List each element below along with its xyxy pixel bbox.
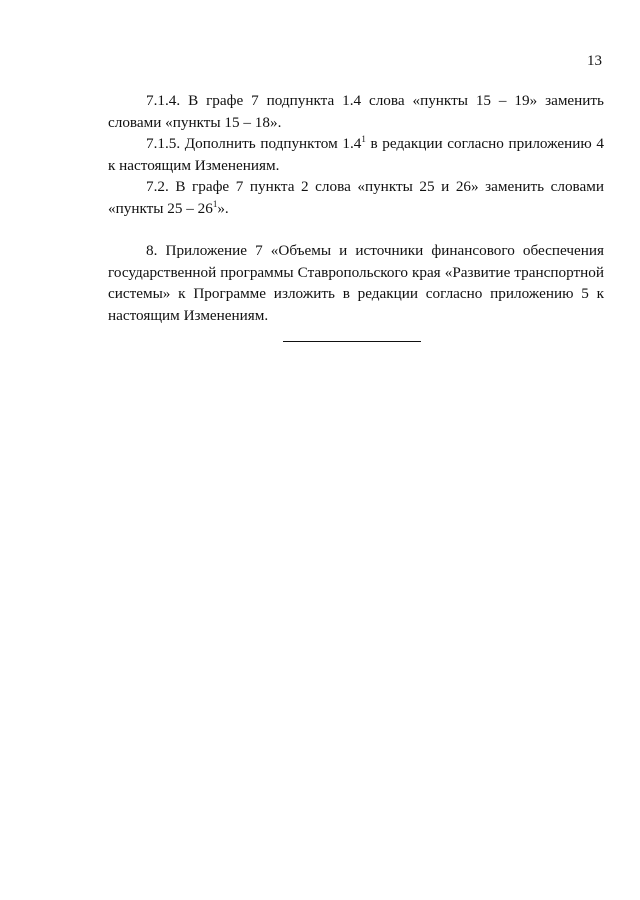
superscript: 1: [212, 198, 218, 209]
paragraph-text: 7.1.5. Дополнить подпунктом 1.4: [146, 135, 362, 152]
page-number: 13: [587, 53, 602, 69]
document-body: [108, 90, 604, 326]
paragraph-7-2: [108, 176, 604, 219]
paragraph-7-1-5: [108, 133, 604, 176]
paragraph-8: [108, 240, 604, 326]
paragraph-text: 7.1.4. В графе 7 подпункта 1.4 слова «пункты 15 – 19» заменить словами «пункты 15 – 18».: [108, 92, 604, 131]
end-divider-line: [283, 341, 421, 342]
paragraph-text: 7.2. В графе 7 пункта 2 слова «пункты 25 и 26» заменить словами «пункты 25 – 26: [108, 178, 604, 217]
paragraph-text: в редакции согласно приложению 4 к настоящим Изменениям.: [108, 135, 605, 174]
paragraph-text: ».: [217, 199, 229, 217]
paragraph-7-1-4: [108, 90, 604, 133]
paragraph-text: 8. Приложение 7 «Объемы и источники финансового обеспечения государственной программы Ставропольского края «Развитие транспортной системы» к Программе изложить в редакции согласно приложению 5 к настоящим Изменениям.: [108, 242, 604, 324]
superscript: 1: [361, 134, 366, 144]
